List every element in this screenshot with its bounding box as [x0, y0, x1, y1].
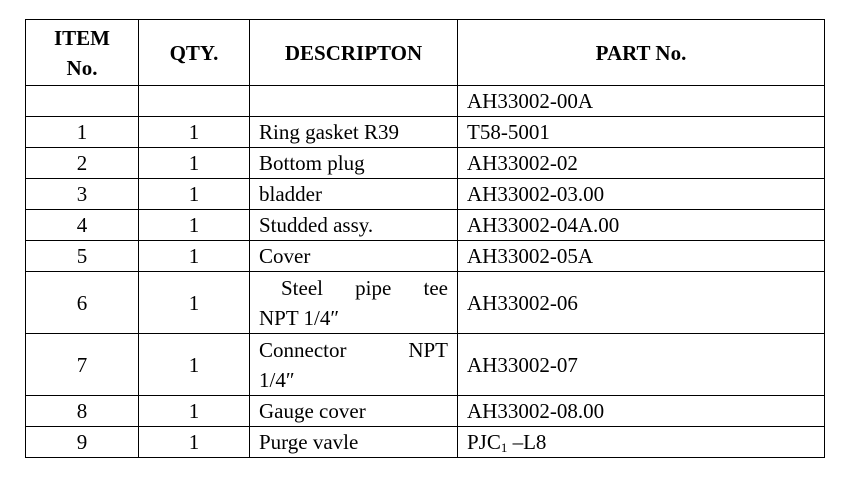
header-item-line2: No.: [66, 55, 98, 80]
cell-description: bladder: [250, 179, 458, 210]
cell-description: Cover: [250, 241, 458, 272]
cell-description: Ring gasket R39: [250, 117, 458, 148]
cell-item: 8: [26, 396, 139, 427]
header-qty: QTY.: [139, 20, 250, 86]
cell-part-no: AH33002-00A: [458, 86, 825, 117]
part-no-main: PJC: [467, 430, 501, 454]
cell-description: Studded assy.: [250, 210, 458, 241]
cell-description: [250, 334, 458, 396]
table-row: [26, 86, 825, 117]
cell-part-no: AH33002-06: [458, 272, 825, 334]
table-row: [26, 396, 825, 427]
cell-part-no: AH33002-02: [458, 148, 825, 179]
cell-part-no: AH33002-05A: [458, 241, 825, 272]
table-row: [26, 148, 825, 179]
cell-qty: 1: [139, 210, 250, 241]
cell-qty: [139, 86, 250, 117]
cell-item: 6: [26, 272, 139, 334]
cell-qty: 1: [139, 148, 250, 179]
cell-item: 9: [26, 427, 139, 458]
cell-description: Gauge cover: [250, 396, 458, 427]
description-line1: Steel pipe tee: [281, 275, 448, 300]
table-row: [26, 210, 825, 241]
cell-part-no: [458, 427, 825, 458]
header-item-no: [26, 20, 139, 86]
cell-description: Bottom plug: [250, 148, 458, 179]
table-row: [26, 427, 825, 458]
cell-item: 4: [26, 210, 139, 241]
header-item-line1: ITEM: [53, 25, 110, 50]
cell-qty: 1: [139, 334, 250, 396]
cell-part-no: AH33002-03.00: [458, 179, 825, 210]
cell-item: 3: [26, 179, 139, 210]
cell-item: 5: [26, 241, 139, 272]
header-description: DESCRIPTON: [250, 20, 458, 86]
table-row: [26, 334, 825, 396]
table-row: [26, 117, 825, 148]
cell-part-no: AH33002-04A.00: [458, 210, 825, 241]
cell-part-no: AH33002-07: [458, 334, 825, 396]
part-no-tail: –L8: [507, 430, 547, 454]
description-line1: Connector NPT: [259, 337, 448, 362]
cell-item: 7: [26, 334, 139, 396]
cell-qty: 1: [139, 179, 250, 210]
cell-item: 2: [26, 148, 139, 179]
description-line2: NPT 1/4″: [259, 305, 340, 330]
cell-qty: 1: [139, 117, 250, 148]
cell-description: [250, 86, 458, 117]
cell-qty: 1: [139, 427, 250, 458]
cell-description: Purge vavle: [250, 427, 458, 458]
header-part-no: PART No.: [458, 20, 825, 86]
cell-qty: 1: [139, 396, 250, 427]
cell-item: 1: [26, 117, 139, 148]
table-row: [26, 179, 825, 210]
table-header-row: [26, 20, 825, 86]
cell-part-no: AH33002-08.00: [458, 396, 825, 427]
cell-qty: 1: [139, 241, 250, 272]
cell-description: [250, 272, 458, 334]
cell-part-no: T58-5001: [458, 117, 825, 148]
table-row: [26, 272, 825, 334]
description-line2: 1/4″: [259, 367, 295, 392]
cell-qty: 1: [139, 272, 250, 334]
parts-list-table: [25, 19, 825, 458]
cell-item: [26, 86, 139, 117]
part-no-subscript: 1: [500, 440, 508, 455]
table-row: [26, 241, 825, 272]
